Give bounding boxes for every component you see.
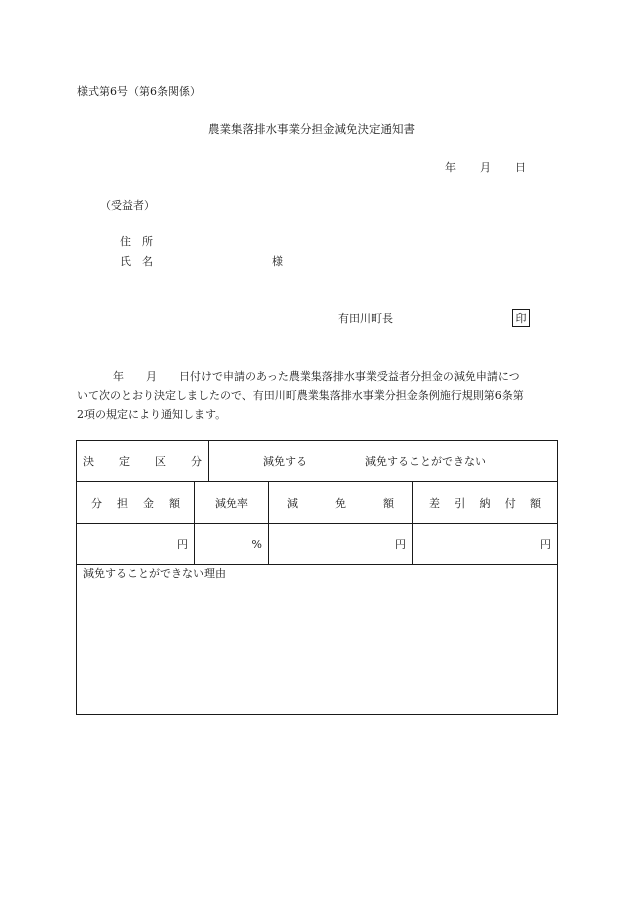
date-day: 日 — [515, 161, 526, 174]
body-line3: 2項の規定により通知します。 — [77, 408, 227, 421]
option-not-exempt: 減免することができない — [365, 455, 486, 468]
col-header-exempt-amount: 減 免 額 — [269, 482, 413, 524]
honorific: 様 — [272, 255, 283, 268]
col-header-rate: 減免率 — [195, 482, 269, 524]
document-title: 農業集落排水事業分担金減免決定通知書 — [208, 122, 415, 136]
decision-row — [77, 441, 558, 482]
share-amount-cell: 円 — [77, 524, 195, 565]
name-label: 氏 名 — [120, 255, 153, 268]
amount-row — [77, 524, 558, 565]
date-year: 年 — [445, 161, 456, 174]
net-amount-cell: 円 — [413, 524, 558, 565]
option-exempt: 減免する — [263, 455, 307, 468]
body-line1: 日付けで申請のあった農業集落排水事業受益者分担金の減免申請につ — [179, 370, 520, 383]
issuer-title: 有田川町長 — [338, 312, 393, 325]
date-line — [445, 162, 526, 173]
seal-stamp: 印 — [512, 309, 530, 327]
reason-cell — [77, 565, 558, 715]
decision-table — [76, 440, 558, 715]
form-number: 様式第6号（第6条関係） — [77, 85, 201, 98]
recipient-label: （受益者） — [100, 199, 155, 212]
col-header-share-amount: 分 担 金 額 — [77, 482, 195, 524]
body-month: 月 — [146, 370, 157, 383]
decision-options-cell — [209, 441, 558, 482]
reason-label: 減免することができない理由 — [83, 567, 226, 580]
reason-row — [77, 565, 558, 715]
address-label: 住 所 — [120, 235, 153, 248]
header-row — [77, 482, 558, 524]
body-year: 年 — [113, 370, 124, 383]
decision-label-cell: 決 定 区 分 — [77, 441, 209, 482]
rate-cell: % — [195, 524, 269, 565]
exempt-amount-cell: 円 — [269, 524, 413, 565]
notice-body — [77, 367, 557, 424]
body-line2: いて次のとおり決定しましたので、有田川町農業集落排水事業分担金条例施行規則第6条第 — [77, 389, 524, 402]
date-month: 月 — [480, 161, 491, 174]
col-header-net-amount: 差 引 納 付 額 — [413, 482, 558, 524]
